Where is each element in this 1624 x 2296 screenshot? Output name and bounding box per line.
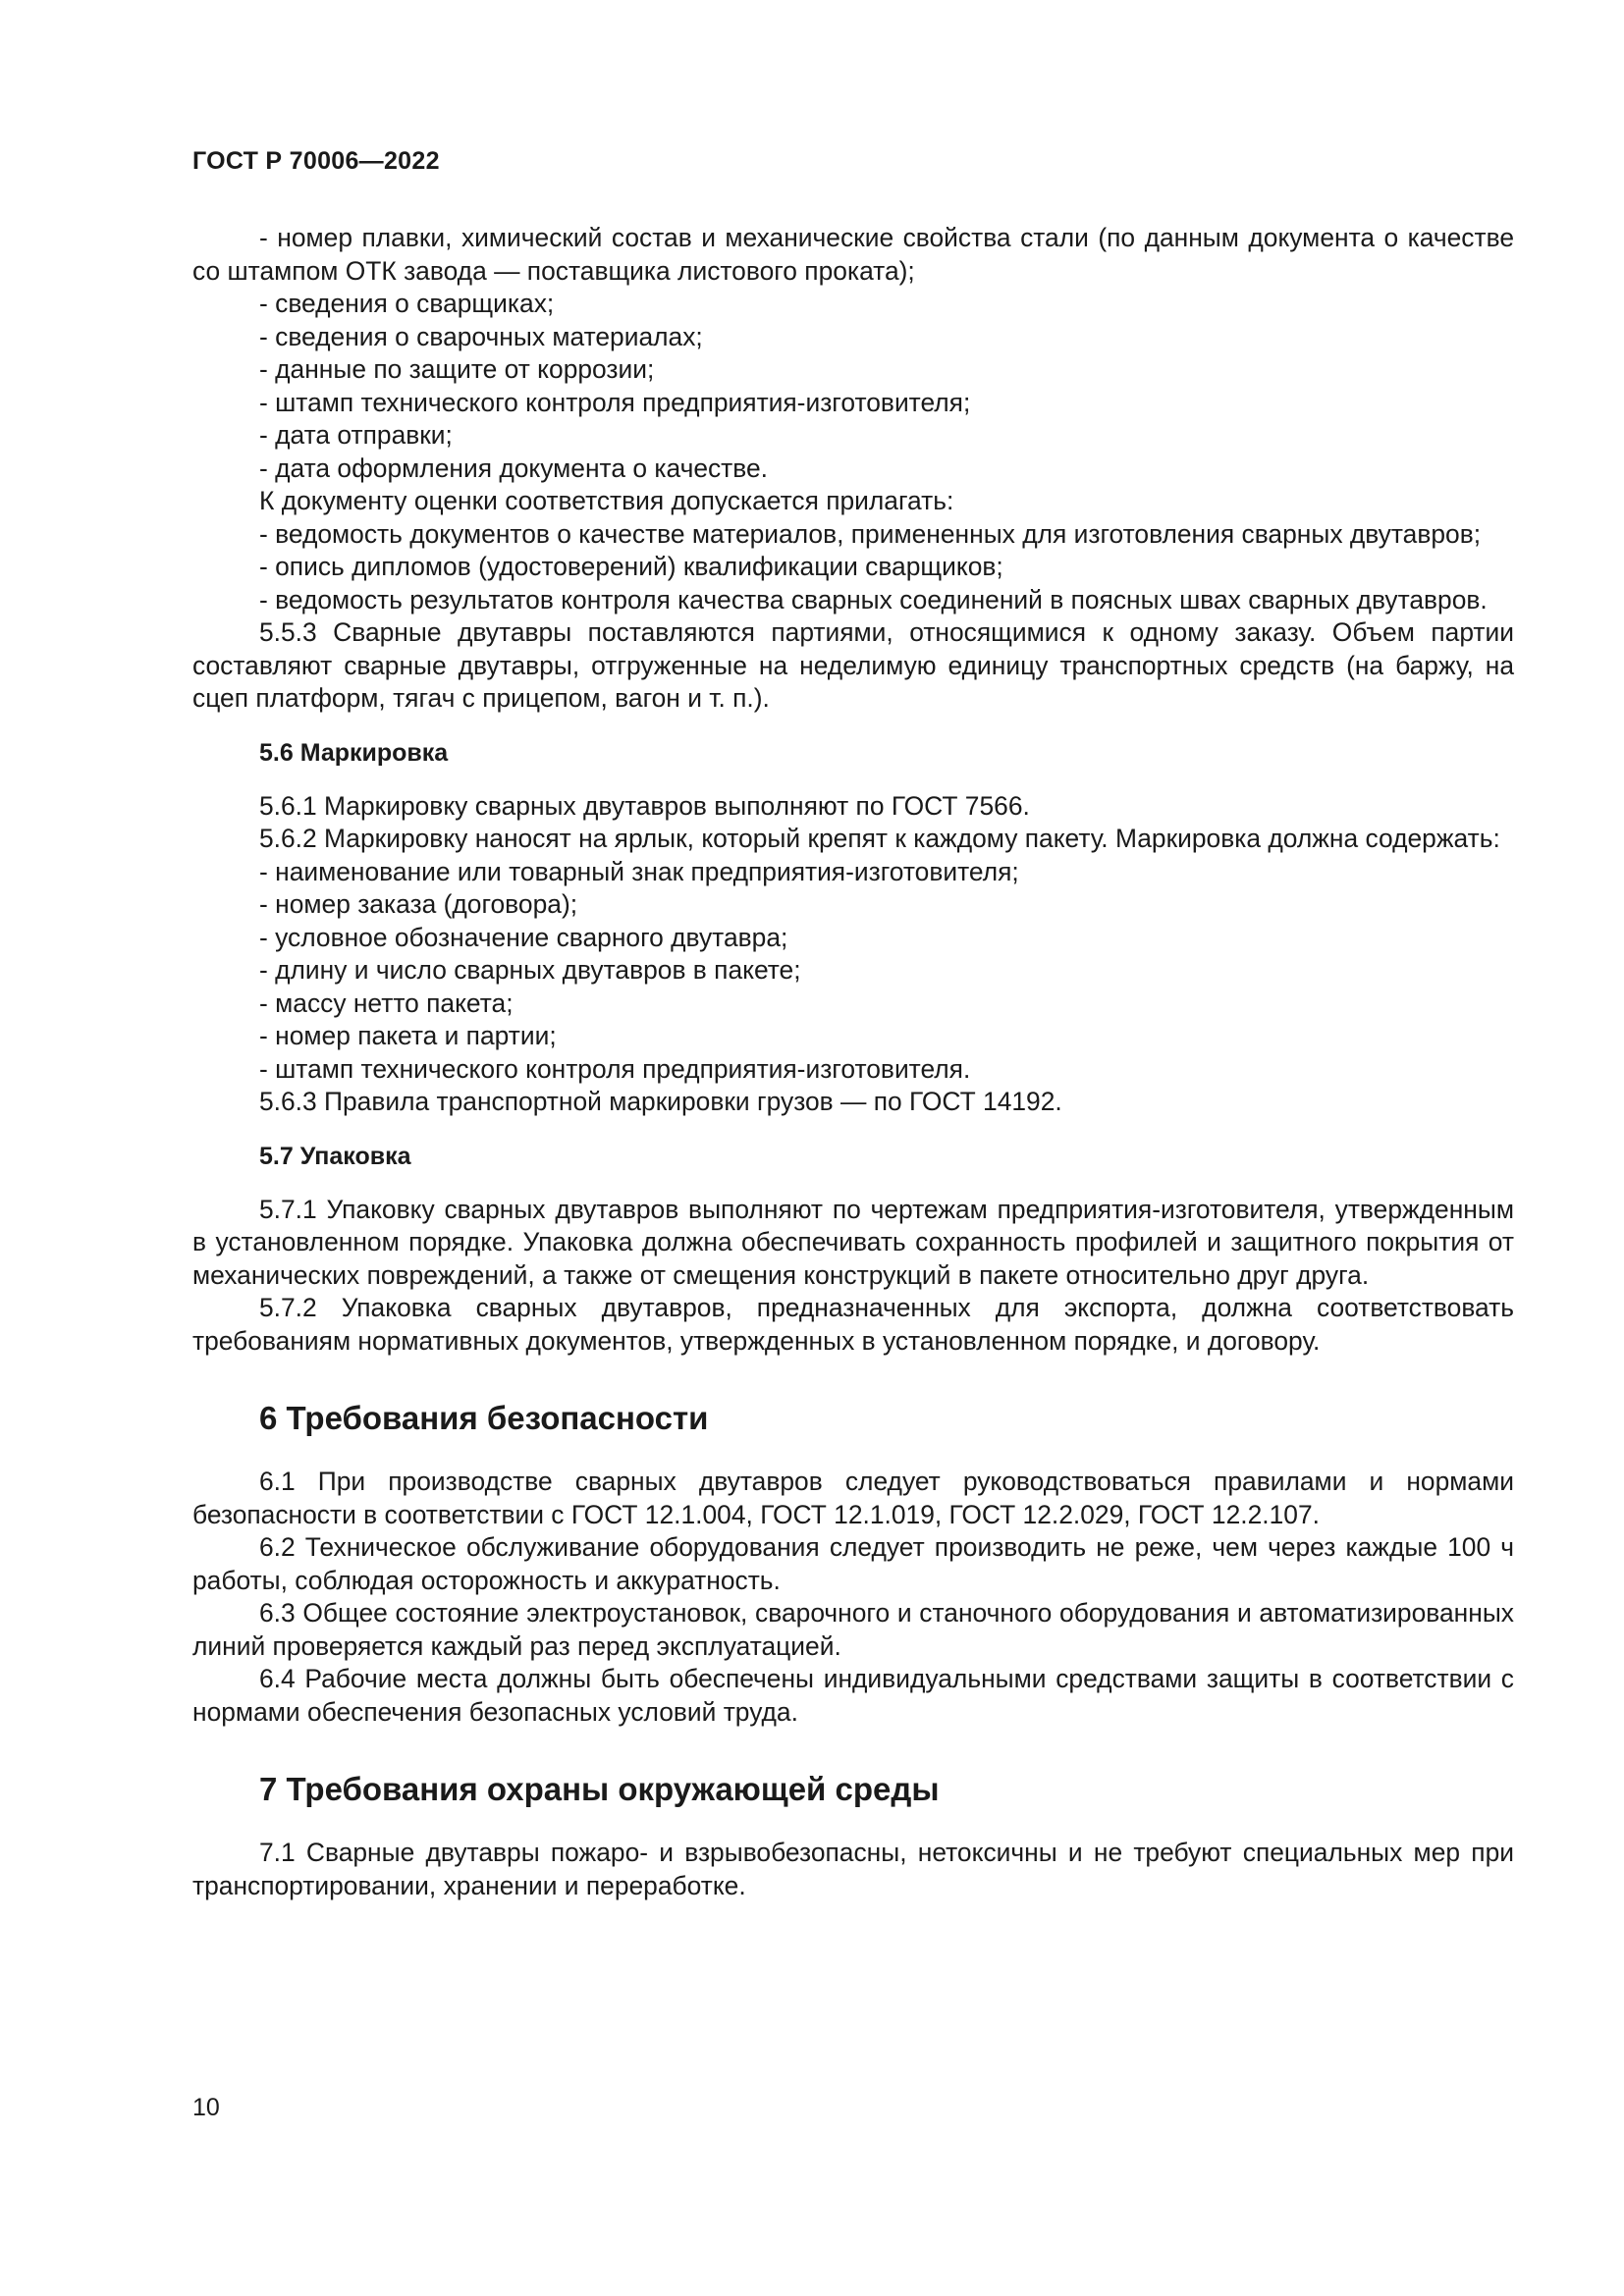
paragraph-5-6-2: 5.6.2 Маркировку наносят на ярлык, который крепят к каждому пакету. Маркировка должна содержать:: [259, 824, 1500, 853]
list-item-welders: - сведения о сварщиках;: [259, 289, 555, 318]
list-item-inspection-results: - ведомость результатов контроля качества сварных соединений в поясных швах сварных двутавров.: [259, 584, 1488, 614]
page-number: 10: [192, 2094, 220, 2121]
list-item-package-number: - номер пакета и партии;: [259, 1021, 557, 1050]
list-item-control-stamp: - штамп технического контроля предприятия-изготовителя.: [259, 1053, 971, 1084]
list-item-designation: - условное обозначение сварного двутавра;: [259, 922, 788, 952]
heading-5-6: 5.6 Маркировка: [259, 738, 449, 767]
paragraph-7-1: 7.1 Сварные двутавры пожаро- и взрывобезопасны, нетоксичны и не требуют специальных мер при транспортировании, хранении и переработке.: [192, 1838, 1514, 1900]
list-item-stamp: - штамп технического контроля предприятия-изготовителя;: [259, 387, 971, 417]
paragraph-6-1: 6.1 При производстве сварных двутавров следует руководствоваться правилами и нормами безопасности в соответствии с ГОСТ 12.1.004, ГОСТ 12.1.019, ГОСТ 12.2.029, ГОСТ 12.2.107.: [192, 1467, 1514, 1529]
list-item-length-count: - длину и число сварных двутавров в пакете;: [259, 955, 801, 985]
list-item-corrosion: - данные по защите от коррозии;: [259, 354, 655, 384]
paragraph-5-7-2: 5.7.2 Упаковка сварных двутавров, предназначенных для экспорта, должна соответствовать требованиям нормативных документов, утвержденных в установленном порядке, и договору.: [192, 1293, 1514, 1356]
section-7-body: [192, 1837, 1514, 1902]
list-item-diplomas: - опись дипломов (удостоверений) квалификации сварщиков;: [259, 552, 1003, 581]
paragraph-6-4: 6.4 Рабочие места должны быть обеспечены индивидуальными средствами защиты в соответствии с нормами обеспечения безопасных условий труда.: [192, 1664, 1514, 1727]
paragraph-5-6-1: 5.6.1 Маркировку сварных двутавров выполняют по ГОСТ 7566.: [259, 790, 1030, 821]
list-item-document-date: - дата оформления документа о качестве.: [259, 453, 769, 483]
page-content: [192, 222, 1514, 1902]
paragraph-attachments-intro: К документу оценки соответствия допускается прилагать:: [259, 486, 954, 515]
list-item-order-number: - номер заказа (договора);: [259, 889, 578, 919]
section-5-7-body: [192, 1194, 1514, 1359]
list-item-materials-register: - ведомость документов о качестве материалов, примененных для изготовления сварных двутавров;: [259, 518, 1482, 549]
heading-section-6: 6 Требования безопасности: [259, 1400, 709, 1436]
list-item-heat-number: - номер плавки, химический состав и механические свойства стали (по данным документа о качестве со штампом ОТК завода — поставщика листового проката);: [192, 223, 1514, 286]
paragraph-6-2: 6.2 Техническое обслуживание оборудования следует производить не реже, чем через каждые 100 ч работы, соблюдая осторожность и аккуратность.: [192, 1532, 1514, 1595]
section-6-body: [192, 1466, 1514, 1729]
heading-section-7: 7 Требования охраны окружающей среды: [259, 1771, 940, 1807]
list-item-net-mass: - массу нетто пакета;: [259, 988, 514, 1018]
list-item-welding-materials: - сведения о сварочных материалах;: [259, 321, 703, 351]
paragraph-5-5-3: 5.5.3 Сварные двутавры поставляются партиями, относящимися к одному заказу. Объем партии составляют сварные двутавры, отгруженные на неделимую единицу транспортных средств (на баржу, на сцеп платформ, тягач с прицепом, вагон и т. п.).: [192, 617, 1514, 713]
paragraph-5-6-3: 5.6.3 Правила транспортной маркировки грузов — по ГОСТ 14192.: [259, 1087, 1062, 1116]
section-5-6-body: [192, 790, 1514, 1119]
paragraph-5-7-1: 5.7.1 Упаковку сварных двутавров выполняют по чертежам предприятия-изготовителя, утвержденным в установленном порядке. Упаковка должна обеспечивать сохранность профилей и защитного покрытия от механических повреждений, а также от смещения конструкций в пакете относительно друг друга.: [192, 1194, 1514, 1290]
list-item-dispatch-date: - дата отправки;: [259, 420, 453, 450]
list-continuation: [192, 222, 1514, 716]
paragraph-6-3: 6.3 Общее состояние электроустановок, сварочного и станочного оборудования и автоматизированных линий проверяется каждый раз перед эксплуатацией.: [192, 1598, 1514, 1661]
heading-5-7: 5.7 Упаковка: [259, 1142, 411, 1170]
list-item-name-trademark: - наименование или товарный знак предприятия-изготовителя;: [259, 856, 1019, 886]
document-header: ГОСТ Р 70006—2022: [192, 147, 440, 175]
